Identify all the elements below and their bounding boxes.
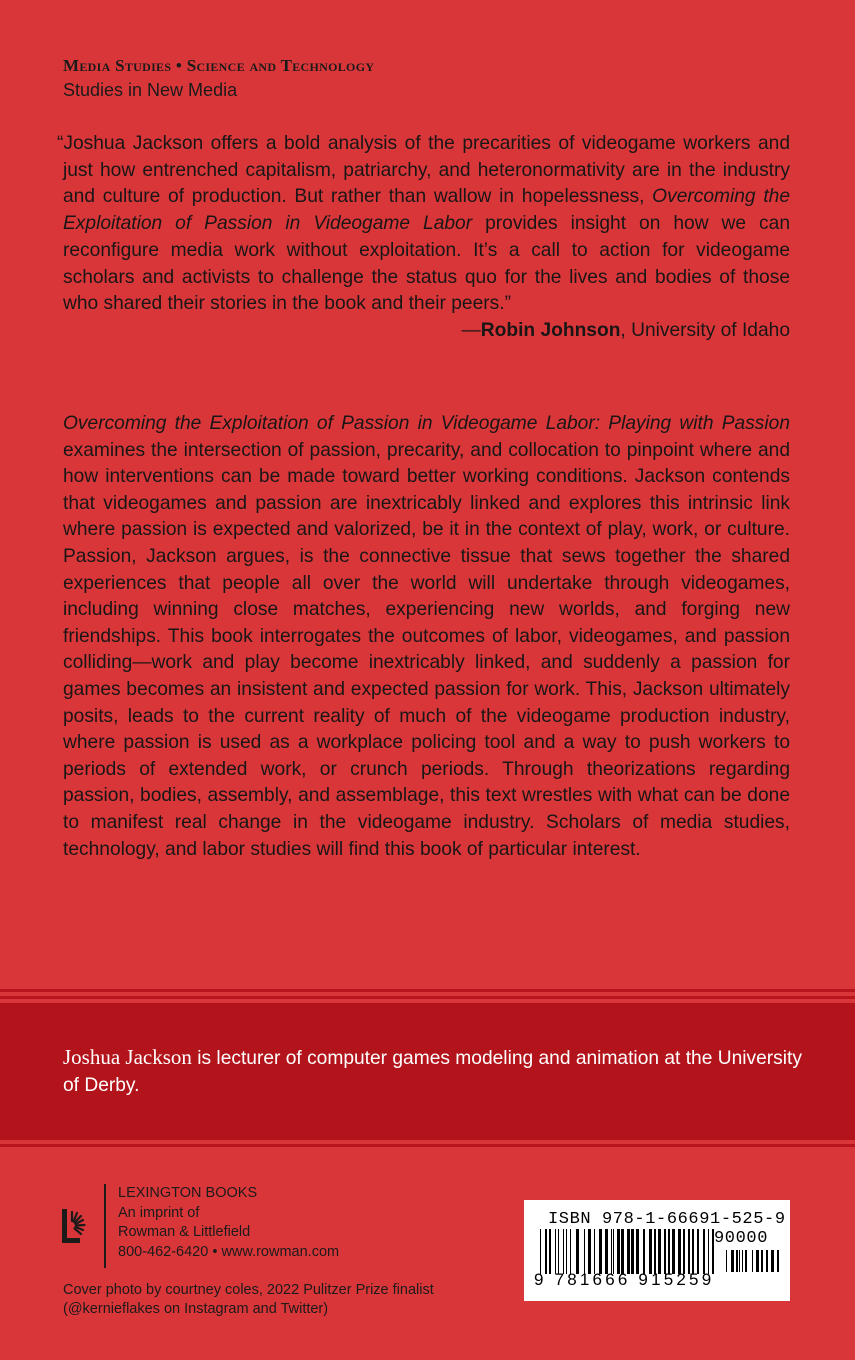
barcode-bar (761, 1250, 763, 1272)
barcode-bar (668, 1229, 670, 1274)
barcode-bar (658, 1229, 661, 1274)
divider-top-2 (0, 996, 855, 999)
barcode-bar (563, 1229, 564, 1274)
divider-bottom (0, 1144, 855, 1147)
barcode-bar (777, 1250, 779, 1272)
barcode-bar (599, 1229, 602, 1274)
barcode-bar (678, 1229, 681, 1274)
barcode-bar (736, 1250, 738, 1272)
lexington-books-logo-icon (60, 1203, 100, 1249)
barcode-bar (627, 1229, 630, 1274)
subject-categories: Media Studies • Science and Technology (63, 56, 375, 75)
bio-author-name: Joshua Jackson (63, 1045, 192, 1069)
barcode-bar (708, 1229, 709, 1274)
book-description (63, 411, 790, 863)
barcode-bar (558, 1229, 559, 1274)
contact-separator: • (208, 1243, 222, 1260)
barcode-bar (613, 1229, 614, 1274)
barcode-bar (756, 1250, 759, 1272)
barcode-bar (570, 1229, 571, 1274)
bio-text: is lecturer of computer games modeling and animation at the University of Derby. (63, 1048, 802, 1096)
barcode-bar (766, 1250, 768, 1272)
publisher-imprint-line: An imprint of (118, 1204, 200, 1221)
barcode-bar (739, 1250, 740, 1272)
publisher-divider (104, 1184, 106, 1268)
isbn-label: ISBN 978-1-66691-525-9 (548, 1210, 786, 1229)
barcode-bar (692, 1229, 694, 1274)
barcode-bar (617, 1229, 620, 1274)
barcode-bar (703, 1229, 705, 1274)
barcode-bar (594, 1229, 595, 1274)
publisher-contact (118, 1243, 339, 1263)
publisher-phone: 800-462-6420 (118, 1243, 209, 1260)
quote-attribution (462, 318, 790, 345)
barcode-bar (605, 1229, 608, 1274)
barcode-bar (731, 1250, 734, 1272)
barcode-bar (742, 1250, 743, 1272)
barcode-bar (664, 1229, 666, 1274)
barcode-bar (621, 1229, 624, 1274)
publisher-website: www.rowman.com (221, 1243, 340, 1260)
attribution-affiliation: , University of Idaho (620, 319, 790, 341)
quote-text-2: provides insight on how we can reconfigure media work without exploitation. It’s a call to action for videogame scholars and activists to challenge the status quo for the lives and bodies of those who shared their stories in the book and their peers.” (63, 213, 790, 315)
description-body: examines the intersection of passion, precarity, and collocation to pinpoint where and how interventions can be made toward better working conditions. Jackson contends that videogames and passion are inextricably linked and explores this intrinsic link where passion is expected and valorized, be it in the context of play, work, or culture. Passion, Jackson argues, is the connective tissue that sews together the shared experiences that people all over the world will undertake through videogames, including winning close matches, experiencing new worlds, and forging new friendships. This book interrogates the outcomes of labor, videogames, and passion colliding—work and play become inextricably linked, and suddenly a passion for games becomes an insistent and expected passion for work. This, Jackson ultimately posits, leads to the current reality of much of the videogame production industry, where passion is used as a workplace policing tool and a way to push workers to periods of extended work, or crunch periods. Through theorizations regarding passion, bodies, assembly, and assemblage, this text wrestles with what can be done to manifest real change in the videogame industry. Scholars of media studies, technology, and labor studies will find this book of particular interest. (63, 439, 790, 860)
publisher-parent: Rowman & Littlefield (118, 1224, 251, 1240)
barcode-bar (631, 1229, 634, 1274)
barcode-bar (584, 1229, 585, 1274)
ean-digits: 9 781666 915259 (534, 1270, 715, 1289)
price-barcode (726, 1250, 780, 1272)
barcode-bar (576, 1229, 579, 1274)
barcode-bar (566, 1229, 567, 1274)
barcode-bar (726, 1250, 727, 1272)
barcode-bar (545, 1229, 547, 1274)
author-bio (63, 1044, 803, 1099)
barcode-bar (611, 1229, 612, 1274)
barcode-bar (549, 1229, 551, 1274)
credit-line-2: (@kernieflakes on Instagram and Twitter) (63, 1301, 329, 1317)
series-name: Studies in New Media (63, 80, 238, 100)
barcode-bar (555, 1229, 556, 1274)
description-title: Overcoming the Exploitation of Passion in Videogame Labor: Playing with Passion (63, 413, 790, 434)
credit-line-1: Cover photo by courtney coles, 2022 Pulitzer Prize finalist (63, 1282, 434, 1298)
publisher-info (118, 1184, 339, 1262)
cover-photo-credit (63, 1281, 434, 1319)
endorsement-quote (57, 131, 790, 345)
barcode-bar (672, 1229, 675, 1274)
isbn-barcode (540, 1229, 720, 1274)
publisher-name: LEXINGTON BOOKS (118, 1185, 258, 1201)
quote-text-1: “Joshua Jackson offers a bold analysis of the precarities of videogame workers and just how entrenched capitalism, patriarchy, and heteronormativity are in the industry and culture of production. But rather than wallow in hopelessness, (57, 133, 790, 208)
barcode-bar (771, 1250, 774, 1272)
barcode-bar (636, 1229, 639, 1274)
price-code: 90000 (714, 1229, 769, 1248)
barcode-bar (643, 1229, 645, 1274)
quote-book-title: Overcoming the Exploitation of Passion in Videogame Labor (63, 186, 790, 235)
barcode-bar (654, 1229, 656, 1274)
barcode-bar (588, 1229, 591, 1274)
barcode-bar (697, 1229, 699, 1274)
attribution-dash: — (461, 319, 481, 341)
divider-top-1 (0, 989, 855, 992)
barcode-bar (683, 1229, 685, 1274)
barcode-bar (649, 1229, 652, 1274)
barcode-bar (540, 1229, 541, 1274)
barcode-bar (745, 1250, 747, 1272)
attribution-name: Robin Johnson (480, 319, 621, 341)
barcode-bar (688, 1229, 690, 1274)
barcode-bar (752, 1250, 753, 1272)
